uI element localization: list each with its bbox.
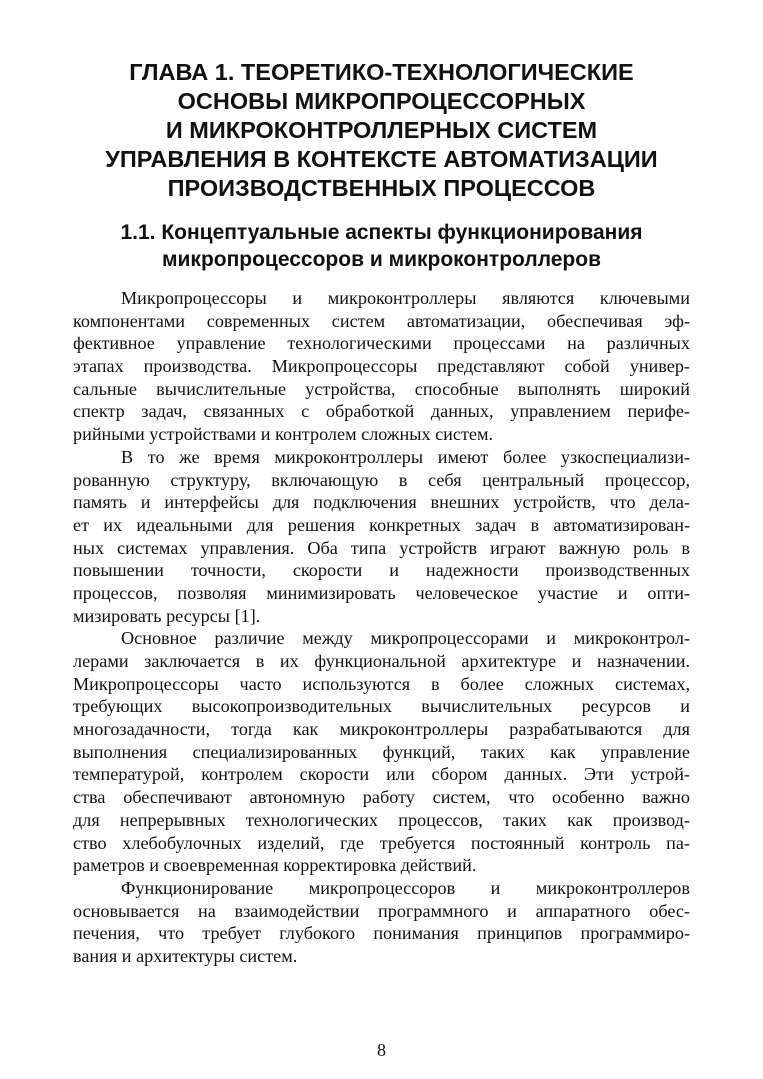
- chapter-title-line: ГЛАВА 1. ТЕОРЕТИКО-ТЕХНОЛОГИЧЕСКИЕ: [129, 59, 634, 85]
- paragraph-2: [73, 446, 690, 628]
- text-line: вания и архитектуры систем.: [73, 945, 298, 966]
- chapter-title: [40, 58, 723, 203]
- section-title-line: микропроцессоров и микроконтроллеров: [161, 248, 601, 271]
- text-line: печения, что требует глубокого понимания принципов программиро-: [73, 923, 690, 944]
- text-line: память и интерфейсы для подключения внешних устройств, что дела-: [73, 492, 690, 513]
- text-line: ство хлебобулочных изделий, где требуется постоянный контроль па-: [73, 832, 690, 853]
- text-line: этапах производства. Микропроцессоры представляют собой универ-: [73, 356, 690, 377]
- text-line: требующих высокопроизводительных вычислительных ресурсов и: [73, 696, 690, 717]
- text-line: компонентами современных систем автоматизации, обеспечивая эф-: [73, 310, 690, 331]
- text-line: повышении точности, скорости и надежности производственных: [73, 560, 690, 581]
- section-title: [40, 219, 723, 273]
- text-line: фективное управление технологическими процессами на различных: [73, 333, 690, 354]
- text-line: рованную структуру, включающую в себя центральный процессор,: [73, 469, 690, 490]
- text-line: ет их идеальными для решения конкретных задач в автоматизирован-: [73, 514, 690, 535]
- text-line: основывается на взаимодействии программного и аппаратного обес-: [73, 900, 690, 921]
- text-line: Микропроцессоры и микроконтроллеры являются ключевыми: [121, 288, 690, 308]
- body-text: [73, 287, 690, 968]
- chapter-title-line: ПРОИЗВОДСТВЕННЫХ ПРОЦЕССОВ: [167, 175, 596, 201]
- chapter-title-line: И МИКРОКОНТРОЛЛЕРНЫХ СИСТЕМ: [165, 117, 598, 143]
- text-line: для непрерывных технологических процессов, таких как производ-: [73, 809, 690, 830]
- text-line: сальные вычислительные устройства, способные выполнять широкий: [73, 378, 690, 399]
- text-line: Функционирование микропроцессоров и микроконтроллеров: [121, 877, 690, 898]
- text-line: ства обеспечивают автономную работу систем, что особенно важно: [73, 787, 690, 808]
- text-line: выполнения специализированных функций, таких как управление: [73, 741, 690, 762]
- text-line: температурой, контролем скорости или сбором данных. Эти устрой-: [73, 764, 690, 785]
- text-line: мизировать ресурсы [1].: [73, 605, 261, 626]
- text-line: раметров и своевременная корректировка действий.: [73, 855, 477, 876]
- page-number: 8: [377, 1040, 386, 1060]
- text-line: Микропроцессоры часто используются в более сложных системах,: [73, 673, 690, 694]
- text-line: лерами заключается в их функциональной архитектуре и назначении.: [73, 651, 690, 671]
- text-line: процессов, позволяя минимизировать человеческое участие и опти-: [73, 582, 690, 603]
- text-line: многозадачности, тогда как микроконтроллеры разрабатываются для: [73, 719, 690, 740]
- section-title-line: 1.1. Концептуальные аспекты функционирования: [120, 221, 643, 244]
- chapter-title-line: ОСНОВЫ МИКРОПРОЦЕССОРНЫХ: [177, 88, 586, 114]
- paragraph-1: [73, 287, 690, 446]
- chapter-title-line: УПРАВЛЕНИЯ В КОНТЕКСТЕ АВТОМАТИЗАЦИИ: [105, 146, 658, 172]
- text-line: В то же время микроконтроллеры имеют более узкоспециализи-: [121, 446, 690, 467]
- text-line: ных системах управления. Оба типа устройств играют важную роль в: [73, 537, 690, 558]
- paragraph-3: [73, 627, 690, 877]
- paragraph-4: [73, 877, 690, 968]
- text-line: Основное различие между микропроцессорами и микроконтрол-: [121, 628, 690, 649]
- text-line: спектр задач, связанных с обработкой данных, управлением перифе-: [73, 401, 690, 422]
- text-line: рийными устройствами и контролем сложных систем.: [73, 424, 494, 445]
